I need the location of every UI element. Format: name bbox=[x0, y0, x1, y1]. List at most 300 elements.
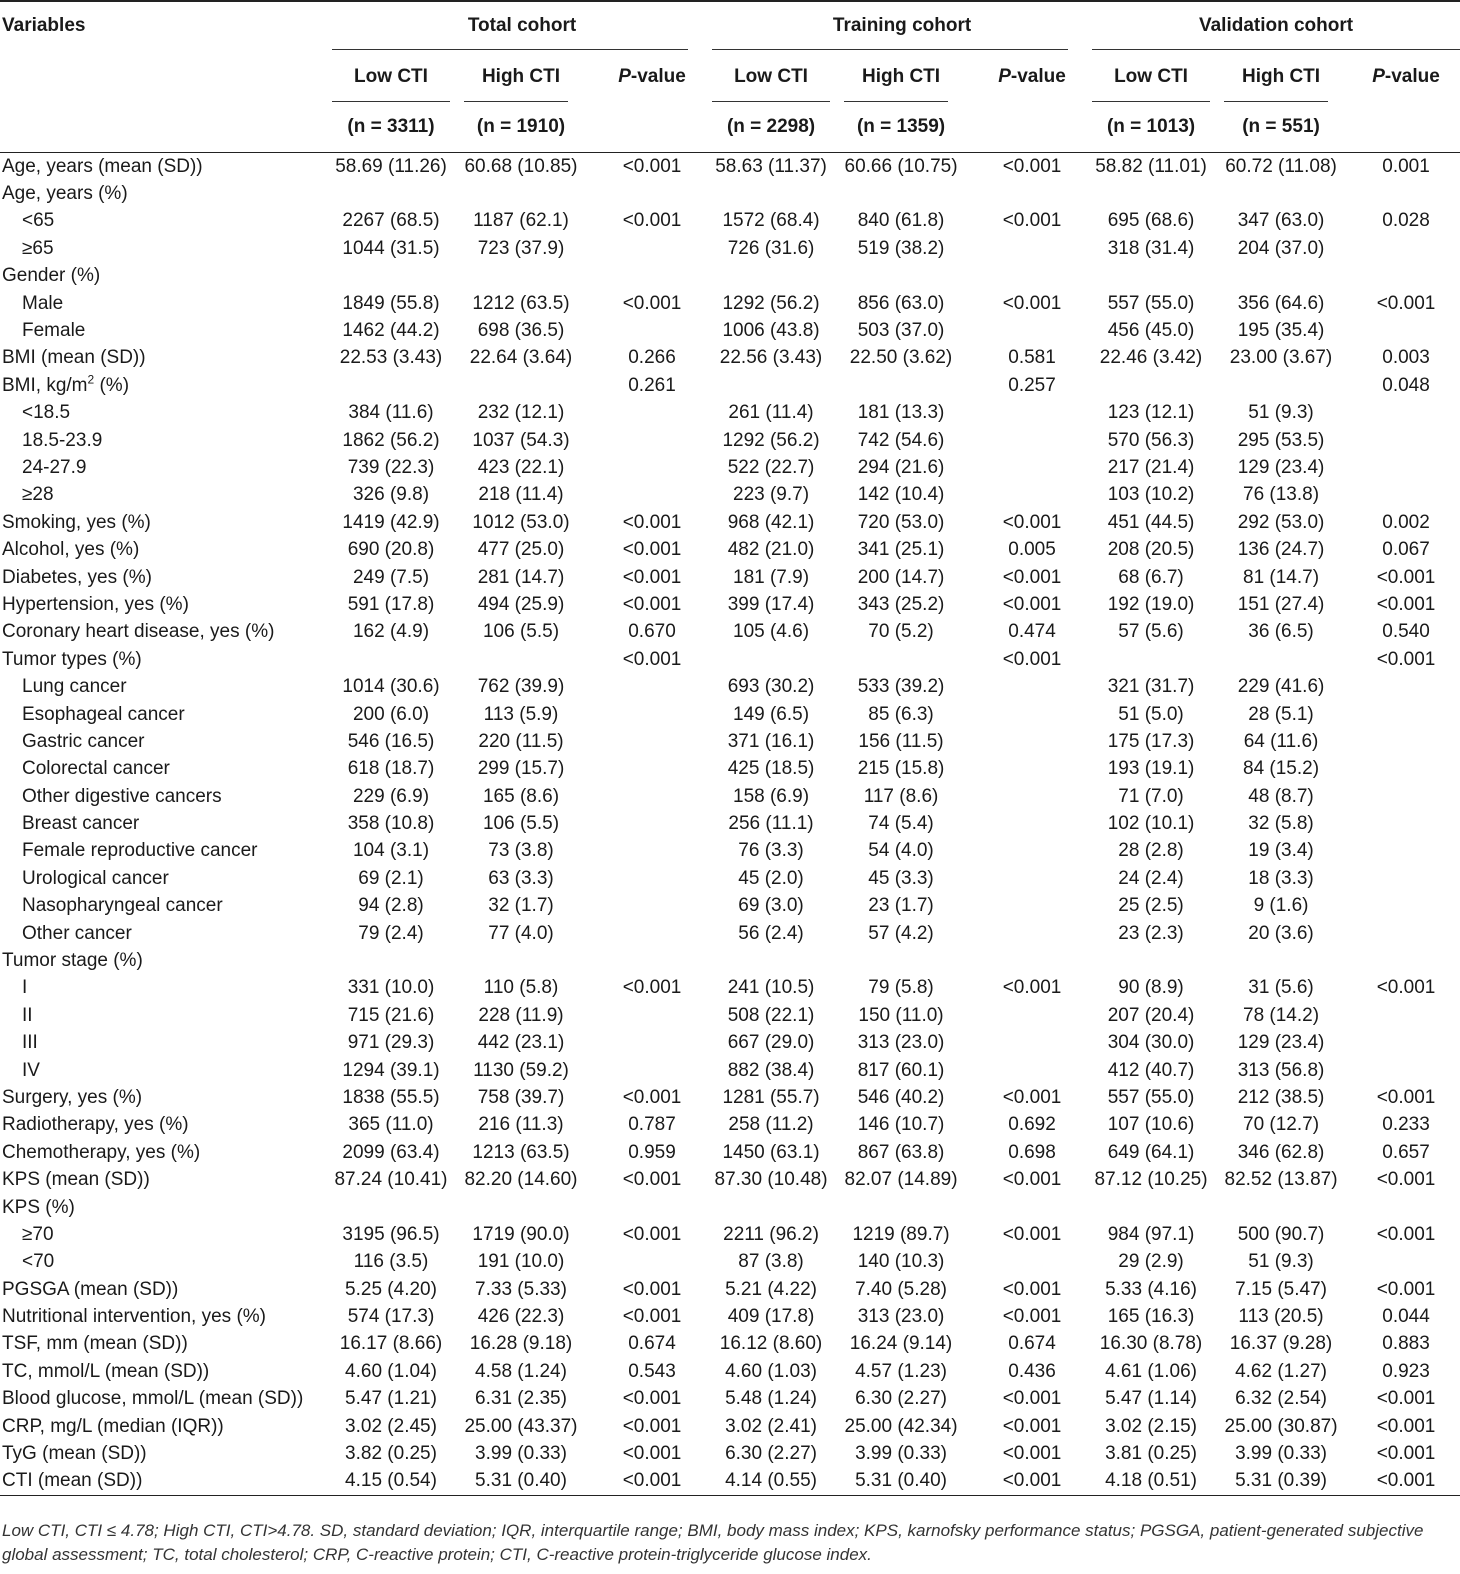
cell-training-p bbox=[972, 263, 1092, 290]
cell-validation-high bbox=[1210, 646, 1352, 673]
cell-total-p: <0.001 bbox=[622, 977, 682, 999]
table-row bbox=[0, 673, 1460, 700]
cell-total-low: 5.47 (1.21) bbox=[345, 1388, 437, 1410]
cell-training-low: 56 (2.4) bbox=[738, 922, 804, 944]
cell-total-p bbox=[592, 1030, 712, 1057]
cell-total-low bbox=[332, 263, 450, 290]
table-row bbox=[0, 893, 1460, 920]
cell-total-p: <0.001 bbox=[622, 1443, 682, 1465]
cell-validation-high: 18 (3.3) bbox=[1248, 867, 1314, 889]
cell-total-low: 739 (22.3) bbox=[347, 456, 435, 478]
cell-total-low: 94 (2.8) bbox=[358, 895, 424, 917]
cell-training-high: 5.31 (0.40) bbox=[830, 1468, 972, 1496]
cell-training-low: 4.60 (1.03) bbox=[725, 1360, 817, 1382]
cell-total-p: <0.001 bbox=[622, 539, 682, 561]
cell-validation-high: 31 (5.6) bbox=[1248, 977, 1314, 999]
row-label: KPS (mean (SD)) bbox=[2, 1169, 150, 1191]
cell-validation-low: 192 (19.0) bbox=[1107, 593, 1195, 615]
cell-training-high: 150 (11.0) bbox=[858, 1004, 944, 1026]
cell-validation-p bbox=[1352, 756, 1460, 783]
cell-training-high: 3.99 (0.33) bbox=[855, 1443, 947, 1465]
cell-training-p: <0.001 bbox=[1002, 593, 1062, 615]
cell-validation-high: 64 (11.6) bbox=[1243, 730, 1319, 752]
row-label: CTI (mean (SD)) bbox=[0, 1468, 332, 1496]
cell-training-p: <0.001 bbox=[1002, 1306, 1062, 1328]
cell-training-p bbox=[972, 400, 1092, 427]
cell-total-low: 87.24 (10.41) bbox=[334, 1169, 448, 1191]
cell-validation-p: 0.540 bbox=[1382, 621, 1430, 643]
cell-validation-low bbox=[1092, 1194, 1210, 1221]
cell-training-high: 45 (3.3) bbox=[868, 867, 934, 889]
table-row bbox=[0, 1276, 1460, 1303]
cell-training-high bbox=[830, 372, 972, 399]
table-row bbox=[0, 975, 1460, 1002]
cell-total-high: 82.20 (14.60) bbox=[464, 1169, 578, 1191]
cell-total-p: 0.787 bbox=[628, 1114, 676, 1136]
table-row bbox=[0, 1249, 1460, 1276]
cell-training-high: 294 (21.6) bbox=[857, 456, 945, 478]
table-row bbox=[0, 180, 1460, 207]
cell-total-low: 58.69 (11.26) bbox=[335, 155, 447, 177]
cell-training-low: 1572 (68.4) bbox=[722, 210, 820, 232]
cell-total-high: 281 (14.7) bbox=[477, 566, 565, 588]
cell-total-low: 1849 (55.8) bbox=[342, 292, 440, 314]
cell-training-p bbox=[972, 1030, 1092, 1057]
row-label: Diabetes, yes (%) bbox=[2, 566, 152, 588]
cell-training-low: 158 (6.9) bbox=[733, 785, 810, 807]
cell-validation-low: 456 (45.0) bbox=[1107, 320, 1195, 342]
cell-validation-low: 29 (2.9) bbox=[1118, 1251, 1184, 1273]
cell-validation-low: 984 (97.1) bbox=[1107, 1223, 1195, 1245]
row-label: Esophageal cancer bbox=[22, 703, 185, 725]
cell-validation-high: 78 (14.2) bbox=[1243, 1004, 1320, 1026]
header-row-groups bbox=[0, 0, 1460, 52]
cell-validation-low: 103 (10.2) bbox=[1107, 484, 1195, 506]
cell-training-high: 533 (39.2) bbox=[857, 676, 945, 698]
cell-validation-p: 0.003 bbox=[1382, 347, 1430, 369]
cell-training-p: <0.001 bbox=[1002, 977, 1062, 999]
cell-validation-p bbox=[1352, 701, 1460, 728]
cell-total-p bbox=[592, 454, 712, 481]
cell-validation-low: 90 (8.9) bbox=[1118, 977, 1184, 999]
cell-total-p bbox=[592, 728, 712, 755]
cell-validation-high: 60.72 (11.08) bbox=[1225, 155, 1337, 177]
low-cti-header: Low CTI bbox=[1092, 52, 1210, 102]
count-header: (n = 551) bbox=[1242, 116, 1320, 137]
cell-training-high bbox=[830, 180, 972, 207]
cell-validation-high bbox=[1210, 263, 1352, 290]
cell-validation-low: 57 (5.6) bbox=[1118, 621, 1184, 643]
cell-total-p: <0.001 bbox=[622, 1086, 682, 1108]
header-row-counts bbox=[0, 102, 1460, 153]
cell-validation-p bbox=[1352, 317, 1460, 344]
cell-validation-high: 28 (5.1) bbox=[1248, 703, 1314, 725]
group-header-training: Training cohort bbox=[712, 0, 1092, 52]
cell-training-low: 2211 (96.2) bbox=[723, 1223, 819, 1245]
cell-validation-high: 23.00 (3.67) bbox=[1229, 347, 1333, 369]
cell-total-p: <0.001 bbox=[622, 1415, 682, 1437]
cell-total-p: 0.959 bbox=[628, 1141, 676, 1163]
cell-total-p bbox=[592, 756, 712, 783]
cell-validation-high: 36 (6.5) bbox=[1248, 621, 1314, 643]
cell-training-p bbox=[972, 865, 1092, 892]
cell-validation-p: <0.001 bbox=[1376, 566, 1436, 588]
cell-total-high: 423 (22.1) bbox=[477, 456, 565, 478]
cell-training-p bbox=[972, 317, 1092, 344]
cell-validation-high: 195 (35.4) bbox=[1237, 320, 1325, 342]
table-row bbox=[0, 756, 1460, 783]
table-row bbox=[0, 1030, 1460, 1057]
row-label: CRP, mg/L (median (IQR)) bbox=[2, 1415, 224, 1437]
cell-validation-low: 3.81 (0.25) bbox=[1105, 1443, 1197, 1465]
cell-training-p bbox=[972, 1057, 1092, 1084]
cell-validation-low: 5.33 (4.16) bbox=[1105, 1278, 1197, 1300]
cell-validation-low: 58.82 (11.01) bbox=[1095, 155, 1207, 177]
cell-validation-high: 3.99 (0.33) bbox=[1235, 1443, 1327, 1465]
cell-validation-p: <0.001 bbox=[1376, 977, 1436, 999]
cell-total-p: <0.001 bbox=[622, 648, 682, 670]
cell-validation-low bbox=[1092, 263, 1210, 290]
cell-total-p: <0.001 bbox=[622, 210, 682, 232]
row-label: 18.5-23.9 bbox=[22, 429, 103, 451]
cell-training-high: 7.40 (5.28) bbox=[855, 1278, 947, 1300]
cell-validation-high: 6.32 (2.54) bbox=[1235, 1388, 1327, 1410]
cell-validation-p bbox=[1352, 454, 1460, 481]
cell-total-p bbox=[592, 947, 712, 974]
cell-total-high: 73 (3.8) bbox=[488, 840, 554, 862]
cell-total-low: 1462 (44.2) bbox=[342, 320, 440, 342]
cell-training-p bbox=[972, 1194, 1092, 1221]
cell-training-high: 341 (25.1) bbox=[857, 539, 945, 561]
cell-validation-high bbox=[1210, 947, 1352, 974]
cell-validation-p bbox=[1352, 673, 1460, 700]
cell-total-low: 1838 (55.5) bbox=[342, 1086, 440, 1108]
cell-training-high bbox=[830, 263, 972, 290]
row-label: Gastric cancer bbox=[22, 730, 145, 752]
high-cti-header: High CTI bbox=[830, 52, 972, 102]
cell-training-low: 693 (30.2) bbox=[727, 676, 815, 698]
cell-total-high: 216 (11.3) bbox=[478, 1114, 564, 1136]
cell-training-low: 223 (9.7) bbox=[733, 484, 810, 506]
cell-validation-p bbox=[1352, 810, 1460, 837]
cell-total-high: 477 (25.0) bbox=[477, 539, 565, 561]
cell-training-low bbox=[712, 646, 830, 673]
cell-validation-p bbox=[1352, 865, 1460, 892]
cell-total-low: 1294 (39.1) bbox=[342, 1059, 440, 1081]
cell-total-p bbox=[592, 263, 712, 290]
table-row bbox=[0, 728, 1460, 755]
cell-total-low: 574 (17.3) bbox=[347, 1306, 435, 1328]
cell-training-high: 313 (23.0) bbox=[857, 1032, 945, 1054]
cell-training-p bbox=[972, 756, 1092, 783]
cell-total-low: 326 (9.8) bbox=[352, 484, 430, 506]
table-row bbox=[0, 1303, 1460, 1330]
cell-validation-p bbox=[1352, 947, 1460, 974]
table-row bbox=[0, 235, 1460, 262]
cell-total-low: 2099 (63.4) bbox=[342, 1141, 440, 1163]
row-label: TC, mmol/L (mean (SD)) bbox=[2, 1360, 210, 1382]
table-row bbox=[0, 1139, 1460, 1166]
cell-training-high: 57 (4.2) bbox=[868, 922, 934, 944]
cell-total-p: 0.261 bbox=[628, 374, 676, 396]
cell-total-low: 1044 (31.5) bbox=[342, 237, 440, 259]
cell-training-low: 425 (18.5) bbox=[727, 758, 815, 780]
cell-total-high: 698 (36.5) bbox=[477, 320, 565, 342]
cell-training-low: 5.48 (1.24) bbox=[725, 1388, 817, 1410]
table-row bbox=[0, 646, 1460, 673]
cell-total-p bbox=[592, 810, 712, 837]
cell-training-p bbox=[972, 427, 1092, 454]
cell-total-p bbox=[592, 317, 712, 344]
cell-validation-low: 208 (20.5) bbox=[1107, 539, 1195, 561]
cell-training-low: 409 (17.8) bbox=[727, 1306, 815, 1328]
count-header: (n = 1910) bbox=[476, 116, 566, 137]
cell-validation-high bbox=[1210, 180, 1352, 207]
row-label: III bbox=[22, 1032, 38, 1054]
row-label: BMI (mean (SD)) bbox=[2, 347, 146, 369]
cell-validation-p bbox=[1352, 920, 1460, 947]
cell-total-high: 1212 (63.5) bbox=[472, 292, 570, 314]
row-label: Age, years (%) bbox=[2, 183, 128, 205]
cell-total-low: 4.15 (0.54) bbox=[332, 1468, 450, 1496]
cell-total-high: 220 (11.5) bbox=[478, 730, 564, 752]
cell-validation-low: 304 (30.0) bbox=[1107, 1032, 1195, 1054]
cell-training-high bbox=[830, 1194, 972, 1221]
cell-validation-p: <0.001 bbox=[1376, 1169, 1436, 1191]
cell-training-high: 142 (10.4) bbox=[857, 484, 945, 506]
cell-total-high: 16.28 (9.18) bbox=[469, 1333, 573, 1355]
cell-total-p: <0.001 bbox=[592, 1468, 712, 1496]
p-value-header: P-value bbox=[618, 66, 686, 87]
cell-total-high bbox=[450, 372, 592, 399]
cell-validation-high: 229 (41.6) bbox=[1237, 676, 1325, 698]
cell-training-p: 0.257 bbox=[1008, 374, 1056, 396]
cell-training-low: 3.02 (2.41) bbox=[725, 1415, 817, 1437]
cell-training-p bbox=[972, 783, 1092, 810]
cell-validation-p bbox=[1352, 838, 1460, 865]
table-row bbox=[0, 1358, 1460, 1385]
cell-total-high: 63 (3.3) bbox=[488, 867, 554, 889]
cell-total-low: 1862 (56.2) bbox=[342, 429, 440, 451]
cell-total-p: <0.001 bbox=[622, 155, 682, 177]
cell-total-high bbox=[450, 1194, 592, 1221]
cell-validation-low: 3.02 (2.15) bbox=[1105, 1415, 1197, 1437]
cell-training-p: <0.001 bbox=[1002, 648, 1062, 670]
cell-total-high: 60.68 (10.85) bbox=[464, 155, 578, 177]
cell-total-low: 618 (18.7) bbox=[347, 758, 435, 780]
table-row bbox=[0, 701, 1460, 728]
cell-training-high: 546 (40.2) bbox=[857, 1086, 945, 1108]
row-label: Lung cancer bbox=[22, 676, 127, 698]
cell-validation-low bbox=[1092, 646, 1210, 673]
cell-validation-low: 175 (17.3) bbox=[1107, 730, 1195, 752]
row-label: Female reproductive cancer bbox=[22, 840, 258, 862]
count-header: (n = 3311) bbox=[347, 116, 435, 137]
table-row bbox=[0, 1221, 1460, 1248]
cell-total-p bbox=[592, 920, 712, 947]
cell-total-high: 228 (11.9) bbox=[478, 1004, 564, 1026]
cell-training-high: 720 (53.0) bbox=[857, 511, 945, 533]
cell-training-p: 0.692 bbox=[1008, 1114, 1056, 1136]
cell-training-high: 215 (15.8) bbox=[857, 758, 945, 780]
cell-training-high: 503 (37.0) bbox=[857, 320, 945, 342]
cell-training-p bbox=[972, 947, 1092, 974]
table-row bbox=[0, 1386, 1460, 1413]
cell-total-high: 25.00 (43.37) bbox=[464, 1415, 578, 1437]
cell-training-p bbox=[972, 482, 1092, 509]
cell-total-high: 1213 (63.5) bbox=[472, 1141, 570, 1163]
cell-training-low bbox=[712, 372, 830, 399]
cell-total-p: <0.001 bbox=[622, 593, 682, 615]
table-row bbox=[0, 591, 1460, 618]
cell-training-p: <0.001 bbox=[1002, 1169, 1062, 1191]
table-row bbox=[0, 153, 1460, 181]
row-label: TyG (mean (SD)) bbox=[2, 1443, 147, 1465]
table-row bbox=[0, 947, 1460, 974]
cell-validation-p: 0.044 bbox=[1382, 1306, 1430, 1328]
table-footnote: Low CTI, CTI ≤ 4.78; High CTI, CTI>4.78. SD, standard deviation; IQR, interquartile range; BMI, body mass index; KPS, karnofsky performance status; PGSGA, patient-generated subjective global assessment; TC, total cholesterol; CRP, C-reactive protein; CTI, C-reactive protein-triglyceride glucose index. bbox=[2, 1521, 1424, 1564]
cell-validation-low: 107 (10.6) bbox=[1107, 1114, 1195, 1136]
table-row bbox=[0, 482, 1460, 509]
cell-validation-p: <0.001 bbox=[1376, 648, 1436, 670]
cell-validation-p bbox=[1352, 893, 1460, 920]
table-row bbox=[0, 372, 1460, 399]
cell-validation-p bbox=[1352, 400, 1460, 427]
row-label: Age, years (mean (SD)) bbox=[2, 155, 203, 177]
cell-validation-low: 123 (12.1) bbox=[1107, 402, 1195, 424]
row-label: Colorectal cancer bbox=[22, 758, 170, 780]
cell-validation-p bbox=[1352, 728, 1460, 755]
cell-validation-high: 356 (64.6) bbox=[1237, 292, 1325, 314]
cell-validation-high: 204 (37.0) bbox=[1237, 237, 1325, 259]
cell-total-high: 3.99 (0.33) bbox=[475, 1443, 567, 1465]
cell-training-low: 256 (11.1) bbox=[728, 813, 814, 835]
cell-validation-high: 295 (53.5) bbox=[1237, 429, 1325, 451]
cell-training-p bbox=[972, 454, 1092, 481]
cell-training-high: 4.57 (1.23) bbox=[855, 1360, 947, 1382]
cell-training-high: 856 (63.0) bbox=[857, 292, 945, 314]
cell-validation-low: 4.61 (1.06) bbox=[1105, 1360, 1197, 1382]
table-row bbox=[0, 1468, 1460, 1496]
cell-validation-p: 0.923 bbox=[1382, 1360, 1430, 1382]
table-row bbox=[0, 427, 1460, 454]
cell-training-p bbox=[972, 893, 1092, 920]
cell-validation-p bbox=[1352, 1002, 1460, 1029]
cell-total-p bbox=[592, 893, 712, 920]
row-label: Tumor types (%) bbox=[2, 648, 142, 670]
cell-training-high: 156 (11.5) bbox=[858, 730, 944, 752]
cell-total-high: 723 (37.9) bbox=[477, 237, 565, 259]
cell-training-p: <0.001 bbox=[1002, 210, 1062, 232]
cell-validation-p: 0.002 bbox=[1382, 511, 1430, 533]
cell-training-high: 25.00 (42.34) bbox=[844, 1415, 958, 1437]
cell-training-low: 1292 (56.2) bbox=[722, 292, 820, 314]
cell-training-low: 22.56 (3.43) bbox=[719, 347, 823, 369]
group-header-total: Total cohort bbox=[332, 0, 712, 52]
row-label: Male bbox=[22, 292, 64, 314]
cell-validation-high: 19 (3.4) bbox=[1248, 840, 1314, 862]
cell-validation-p: <0.001 bbox=[1376, 1086, 1436, 1108]
low-cti-header: Low CTI bbox=[712, 52, 830, 102]
cell-training-p: <0.001 bbox=[1002, 155, 1062, 177]
cell-validation-high: 292 (53.0) bbox=[1237, 511, 1325, 533]
cell-total-p bbox=[592, 400, 712, 427]
cell-training-high: 54 (4.0) bbox=[868, 840, 934, 862]
row-label: <65 bbox=[22, 210, 55, 232]
group-header-validation: Validation cohort bbox=[1092, 0, 1460, 52]
cell-training-p: 0.005 bbox=[1008, 539, 1056, 561]
cell-total-low: 16.17 (8.66) bbox=[339, 1333, 443, 1355]
cell-validation-low: 25 (2.5) bbox=[1118, 895, 1184, 917]
cell-total-high: 4.58 (1.24) bbox=[475, 1360, 567, 1382]
cell-training-p bbox=[972, 180, 1092, 207]
cell-total-high: 494 (25.9) bbox=[477, 593, 565, 615]
cell-training-p bbox=[972, 673, 1092, 700]
cell-training-p: 0.674 bbox=[1008, 1333, 1056, 1355]
cell-training-high: 82.07 (14.89) bbox=[844, 1169, 958, 1191]
cell-validation-low bbox=[1092, 180, 1210, 207]
cell-total-p: <0.001 bbox=[622, 1223, 682, 1245]
cell-total-high: 106 (5.5) bbox=[482, 813, 560, 835]
cell-total-low: 3.02 (2.45) bbox=[345, 1415, 437, 1437]
cell-validation-p: 0.657 bbox=[1382, 1141, 1430, 1163]
cell-validation-low: 207 (20.4) bbox=[1107, 1004, 1195, 1026]
table-row bbox=[0, 454, 1460, 481]
cell-validation-p: 0.001 bbox=[1382, 155, 1430, 177]
cell-validation-low bbox=[1092, 947, 1210, 974]
cell-total-high: 1719 (90.0) bbox=[472, 1223, 570, 1245]
cell-total-p: 0.670 bbox=[628, 621, 676, 643]
cell-validation-low: 24 (2.4) bbox=[1118, 867, 1184, 889]
cell-training-p bbox=[972, 1249, 1092, 1276]
cell-total-high: 7.33 (5.33) bbox=[475, 1278, 567, 1300]
cell-total-p bbox=[592, 865, 712, 892]
cell-training-low: 87 (3.8) bbox=[738, 1251, 804, 1273]
cell-validation-low: 193 (19.1) bbox=[1107, 758, 1195, 780]
cell-total-p bbox=[592, 673, 712, 700]
table-row bbox=[0, 619, 1460, 646]
cell-total-low: 229 (6.9) bbox=[352, 785, 430, 807]
cell-total-low: 384 (11.6) bbox=[348, 402, 434, 424]
cell-validation-high: 500 (90.7) bbox=[1237, 1223, 1325, 1245]
cell-validation-p: <0.001 bbox=[1376, 1388, 1436, 1410]
table-row bbox=[0, 1057, 1460, 1084]
cell-validation-low: 71 (7.0) bbox=[1118, 785, 1184, 807]
cell-validation-high: 32 (5.8) bbox=[1248, 813, 1314, 835]
cell-total-low: 2267 (68.5) bbox=[342, 210, 440, 232]
cell-total-low: 79 (2.4) bbox=[358, 922, 424, 944]
cell-training-low: 1281 (55.7) bbox=[722, 1086, 820, 1108]
cell-validation-p: <0.001 bbox=[1376, 593, 1436, 615]
table-row bbox=[0, 1112, 1460, 1139]
cell-total-low: 3.82 (0.25) bbox=[345, 1443, 437, 1465]
cell-validation-high: 84 (15.2) bbox=[1243, 758, 1320, 780]
cell-training-low: 968 (42.1) bbox=[727, 511, 815, 533]
cell-training-low: 6.30 (2.27) bbox=[725, 1443, 817, 1465]
cell-training-p: 0.436 bbox=[1008, 1360, 1056, 1382]
cell-training-high: 1219 (89.7) bbox=[852, 1223, 950, 1245]
table-row bbox=[0, 920, 1460, 947]
cell-training-p: <0.001 bbox=[972, 1468, 1092, 1496]
cell-training-p bbox=[972, 810, 1092, 837]
cell-total-low bbox=[332, 947, 450, 974]
row-label: Breast cancer bbox=[22, 813, 140, 835]
cell-training-p: <0.001 bbox=[1002, 1223, 1062, 1245]
row-label: Coronary heart disease, yes (%) bbox=[2, 621, 275, 643]
cell-validation-low: 5.47 (1.14) bbox=[1105, 1388, 1197, 1410]
cell-total-p: <0.001 bbox=[622, 292, 682, 314]
table-row bbox=[0, 400, 1460, 427]
